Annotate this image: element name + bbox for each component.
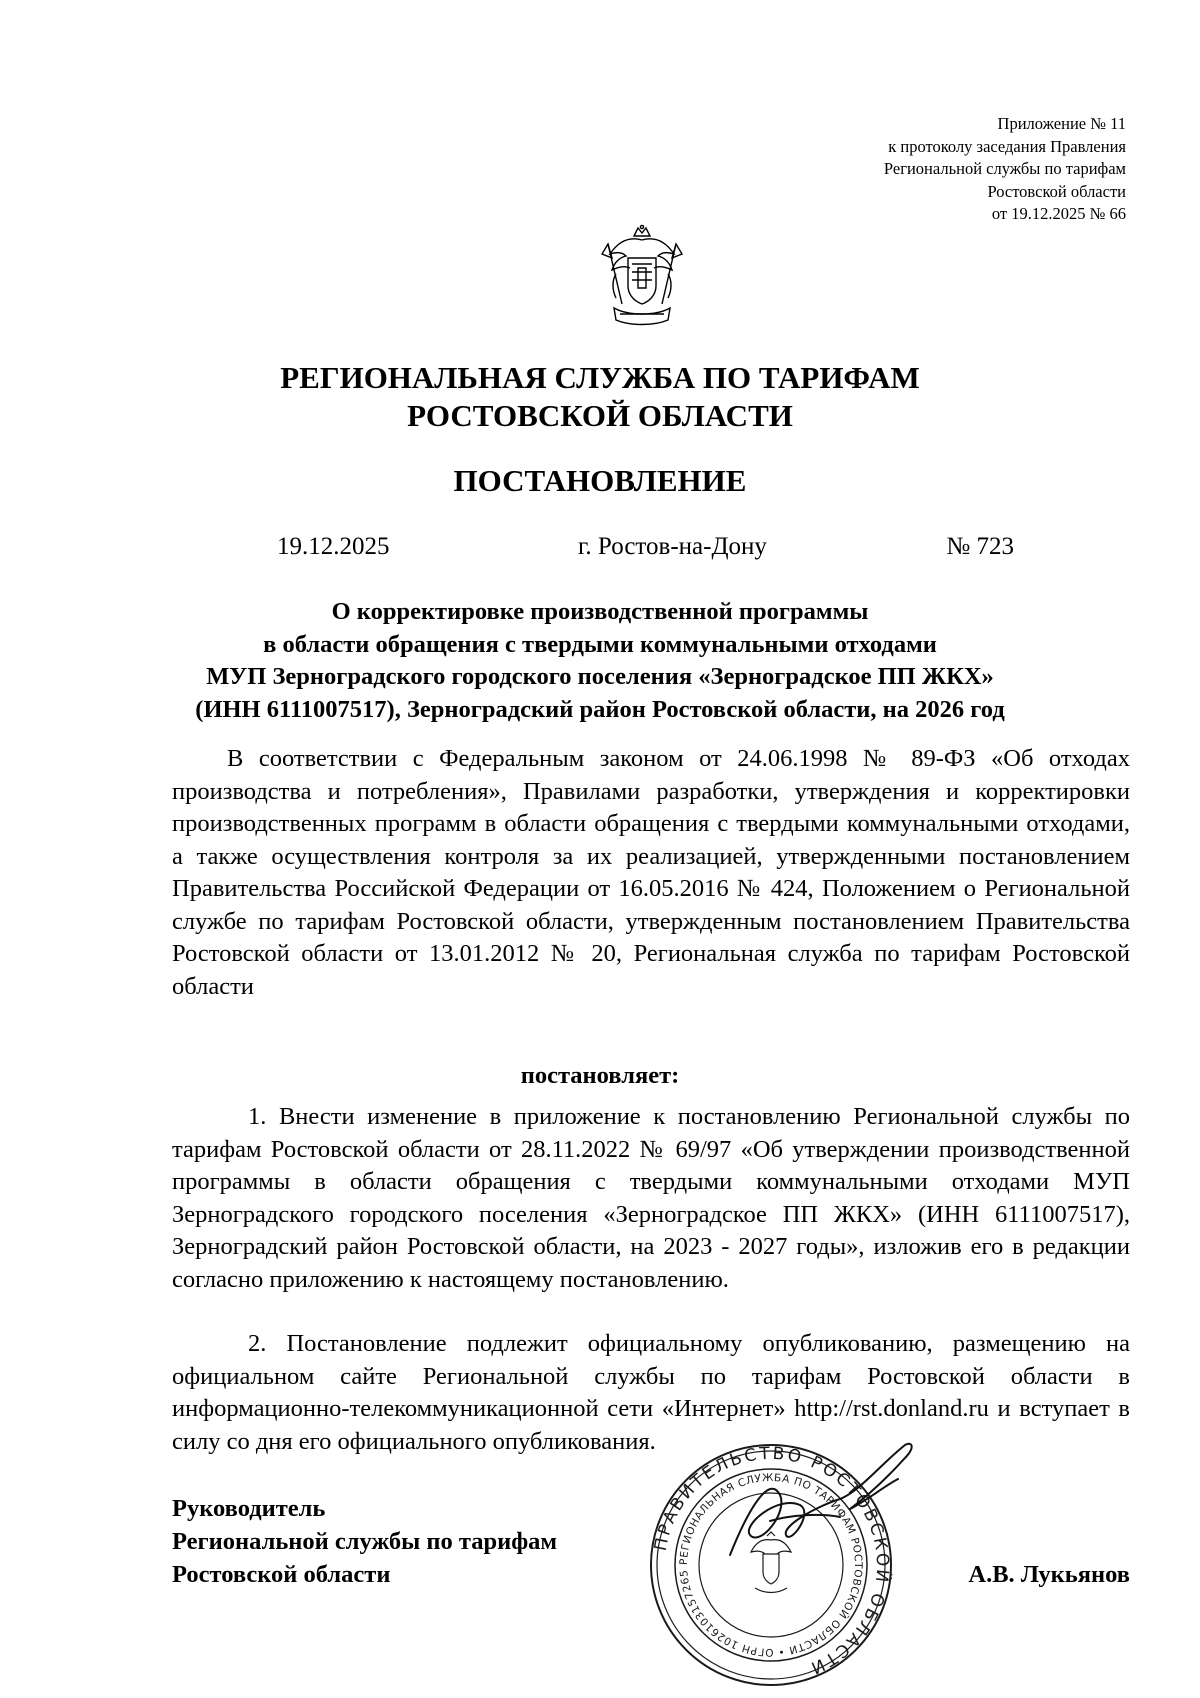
appendix-line: от 19.12.2025 № 66: [991, 204, 1126, 223]
title-line: (ИНН 6111007517), Зерноградский район Ростовской области, на 2026 год: [195, 695, 1005, 723]
appendix-line: Ростовской области: [987, 181, 1126, 201]
title-line: О корректировке производственной программы: [331, 598, 869, 625]
handwritten-signature-icon: [690, 1435, 940, 1585]
signatory-name: А.В. Лукьянов: [968, 1561, 1130, 1588]
svg-text:ПРАВИТЕЛЬСТВО РОСТОВСКОЙ ОБЛАС: ПРАВИТЕЛЬСТВО РОСТОВСКОЙ ОБЛАСТИ: [650, 1443, 893, 1679]
appendix-line: Приложение № 11: [997, 114, 1126, 133]
document-date: 19.12.2025: [277, 533, 390, 560]
svg-text:РЕГИОНАЛЬНАЯ СЛУЖБА ПО ТАРИФАМ: РЕГИОНАЛЬНАЯ СЛУЖБА ПО ТАРИФАМ РОСТОВСКОЙ ОБЛАСТИ • ОГРН 1026103157265: [677, 1471, 865, 1659]
appendix-note: [884, 113, 1126, 226]
title-line: в области обращения с твердыми коммунальными отходами: [263, 630, 937, 658]
title-line: МУП Зерноградского городского поселения «Зерноградское ПП ЖКХ»: [206, 663, 994, 690]
resolution-item-1: 1. Внести изменение в приложение к постановлению Региональной службы по тарифам Ростовской области от 28.11.2022 № 69/97 «Об утверждении производственной программы в области обращения с твердыми коммунальными отходами МУП Зерноградского городского поселения «Зерноградское ПП ЖКХ» (ИНН 6111007517), Зерноградский район Ростовской области, на 2023 - 2027 годы», изложив его в редакции согласно приложению к настоящему постановлению.: [172, 1103, 1130, 1293]
position-line: Региональной службы по тарифам: [172, 1528, 558, 1555]
resolution-item-2: 2. Постановление подлежит официальному опубликованию, размещению на официальном сайте Региональной службы по тарифам Ростовской области в информационно-телекоммуникационной сети «Интернет» http://rst.donland.ru и вступает в силу со дня его официального опубликования.: [172, 1330, 1130, 1455]
organization-name: [0, 359, 1200, 435]
document-title: [100, 596, 1100, 726]
appendix-line: к протоколу заседания Правления: [888, 136, 1126, 156]
preamble-paragraph: В соответствии с Федеральным законом от 24.06.1998 № 89-ФЗ «Об отходах производства и потребления», Правилами разработки, утверждения и корректировки производственных программ в области обращения с твердыми коммунальными отходами, а также осуществления контроля за их реализацией, утвержденными постановлением Правительства Российской Федерации от 16.05.2016 № 424, Положением о Региональной службе по тарифам Ростовской области, утвержденным постановлением Правительства Ростовской области от 13.01.2012 № 20, Региональная служба по тарифам Ростовской области: [172, 745, 1130, 1000]
signatory-position: [172, 1492, 557, 1591]
document-type-heading: ПОСТАНОВЛЕНИЕ: [453, 463, 747, 498]
appendix-line: Региональной службы по тарифам: [883, 159, 1126, 178]
organization-line: РЕГИОНАЛЬНАЯ СЛУЖБА ПО ТАРИФАМ: [280, 360, 920, 395]
resolves-heading: постановляет:: [520, 1062, 680, 1089]
coat-of-arms-icon: [598, 224, 686, 330]
position-line: Ростовской области: [172, 1561, 391, 1588]
position-line: Руководитель: [172, 1495, 326, 1522]
organization-line: РОСТОВСКОЙ ОБЛАСТИ: [407, 398, 793, 433]
document-number: № 723: [946, 533, 1014, 560]
document-city: г. Ростов-на-Дону: [578, 533, 767, 560]
